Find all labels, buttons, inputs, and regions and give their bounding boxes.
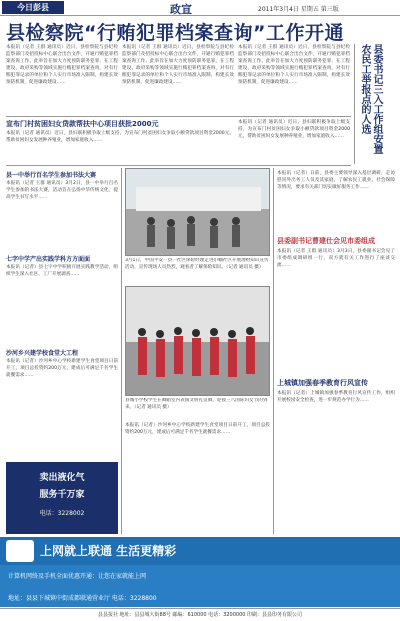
article-5-title: 沙河乡兴建学校食堂大工程	[6, 350, 79, 357]
article-5-body: 本报讯（记者）沙河乡中心学校新建学生食堂项目日前开工，项目总投资约200万元，建成后可满足千名学生就餐需求……	[6, 359, 118, 378]
photo-2-image	[126, 287, 270, 396]
article-3-body: 本报讯（记者 王群 通讯员）3月2日，县一中举行百名学生参加的书法大赛，活动旨在弘扬中华传统文化，提高学生书写水平……	[6, 181, 118, 200]
photo-1	[125, 168, 270, 256]
photo-2-caption: 县城小学校学生在舞蹈室内表演文明礼仪舞，迎接三八国际妇女节的到来。（记者 通讯员 摄）	[125, 398, 268, 410]
page-footer: 县县报社 地址：县县城大街88号 邮编：610000 电话：3200000 印刷：县县印务有限公司	[0, 608, 400, 620]
column-divider	[273, 168, 274, 534]
masthead	[0, 0, 400, 16]
side-ad[interactable]	[6, 462, 118, 534]
side-ad-line1: 卖出液化气	[39, 473, 85, 483]
divider	[6, 116, 351, 117]
photo-1-image	[126, 169, 270, 256]
main-headline: 县检察院“行贿犯罪档案查询”工作开通	[6, 22, 344, 44]
right-column-title: 县委书记三入工作组安置农民工举报点的人选	[359, 44, 382, 154]
article-6-title: 县委副书记曹建仕会见市委组成	[277, 237, 375, 245]
column-divider	[121, 168, 122, 534]
issue-date: 2011年3月4日 星期五 第三版	[258, 6, 339, 13]
article-7-title: 上城镇加强春季教育行风宣传	[277, 379, 368, 387]
article-1-body: 本报讯（记者 王群 通讯员）近日，县检察院与县纪检监察部门及招投标中心联合出台文件，开通行贿犯罪档案查询工作。此举旨在加大力度预防职务犯罪，在工程建设、政府采购等领域实施行贿犯罪档案查询，对有行贿犯罪记录的单位和个人实行市场准入限制，构建长效预防机制，促进廉政建设……	[6, 45, 118, 85]
ad-slogan: 上网就上联通 生活更精彩	[40, 544, 177, 558]
bottom-advertisement[interactable]	[0, 537, 400, 607]
ad-address: 地址：县县下城镇中街成都联通营业厅 电话：3228800	[8, 595, 157, 602]
article-4-title: 七字中学产出实践学科方方面面	[6, 256, 91, 263]
ad-tagline: 计算机网络及手机全面优惠开通：让您在家就能上网	[8, 573, 147, 580]
side-ad-line2: 服务千万家	[39, 490, 85, 500]
article-2-body: 本报讯（记者 通讯员）近日，县妇联积极争取上级支持，为宣布门村贫困妇女争取小额贷款项目资金2000元，帮助贫困妇女发展种养殖业，增加家庭收入……	[6, 131, 234, 143]
article-7-body: 本报讯（记者）上城镇加强春季教育行风宣传工作，组织开展校园安全检查，进一步规范办学行为……	[277, 391, 395, 403]
article-2-body-col2: 本报讯（记者 通讯员）近日，县妇联积极争取上级支持，为宣布门村贫困妇女争取小额贷款项目资金2000元，帮助贫困妇女发展种养殖业，增加家庭收入……	[238, 120, 350, 139]
photo-2	[125, 286, 270, 396]
section-name: 政宣	[170, 3, 192, 16]
photo-1-caption: 3月1日，中国平安一县一社区保险经理走进巾帼社区开展理财知识宣传活动，宣传现场人员热烈，观看者了解保险知识。（记者 通讯员 摄）	[125, 258, 269, 270]
divider	[6, 165, 351, 166]
article-5-body-col2: 本报讯（记者）沙河乡中心学校新建学生食堂项目日前开工，项目总投资约200万元，建成后可满足千名学生就餐需求……	[125, 423, 270, 435]
column-divider	[354, 44, 355, 164]
article-3-title: 县一中举行百名学生参加书法大赛	[6, 172, 97, 179]
article-1-body-col2: 本报讯（记者 王群 通讯员）近日，县检察院与县纪检监察部门及招投标中心联合出台文件，开通行贿犯罪档案查询工作。此举旨在加大力度预防职务犯罪，在工程建设、政府采购等领域实施行贿犯罪档案查询，对有行贿犯罪记录的单位和个人实行市场准入限制，构建长效预防机制，促进廉政建设……	[122, 45, 234, 85]
article-4-body: 本报讯（记者）县七字中学积极开展实践教学活动，组织学生深入社区、工厂开展调查……	[6, 265, 118, 277]
side-ad-phone: 电话：3228002	[39, 510, 85, 517]
article-1-body-col3: 本报讯（记者 王群 通讯员）近日，县检察院与县纪检监察部门及招投标中心联合出台文件，开通行贿犯罪档案查询工作。此举旨在加大力度预防职务犯罪，在工程建设、政府采购等领域实施行贿犯罪档案查询，对有行贿犯罪记录的单位和个人实行市场准入限制，构建长效预防机制，促进廉政建设……	[238, 45, 350, 85]
article-2-title: 宣布门村贫困妇女贷款帮扶中心项目获批2000元	[6, 120, 159, 128]
unicom-logo-icon	[6, 540, 34, 562]
newspaper-logo: 今日彭县	[2, 1, 64, 14]
right-column	[358, 44, 396, 164]
article-6-body: 本报讯（记者 王群 通讯员）3月3日，县委副书记会见了市委组成调研组一行，双方就有关工作进行了座谈交流……	[277, 249, 395, 268]
right-column-body: 本报讯（记者）日前，县委主要领导深入基层调研，走访慰问外出务工人员及其家庭，了解农民工就业、社会保障等情况，要求有关部门切实做好服务工作……	[277, 171, 395, 190]
